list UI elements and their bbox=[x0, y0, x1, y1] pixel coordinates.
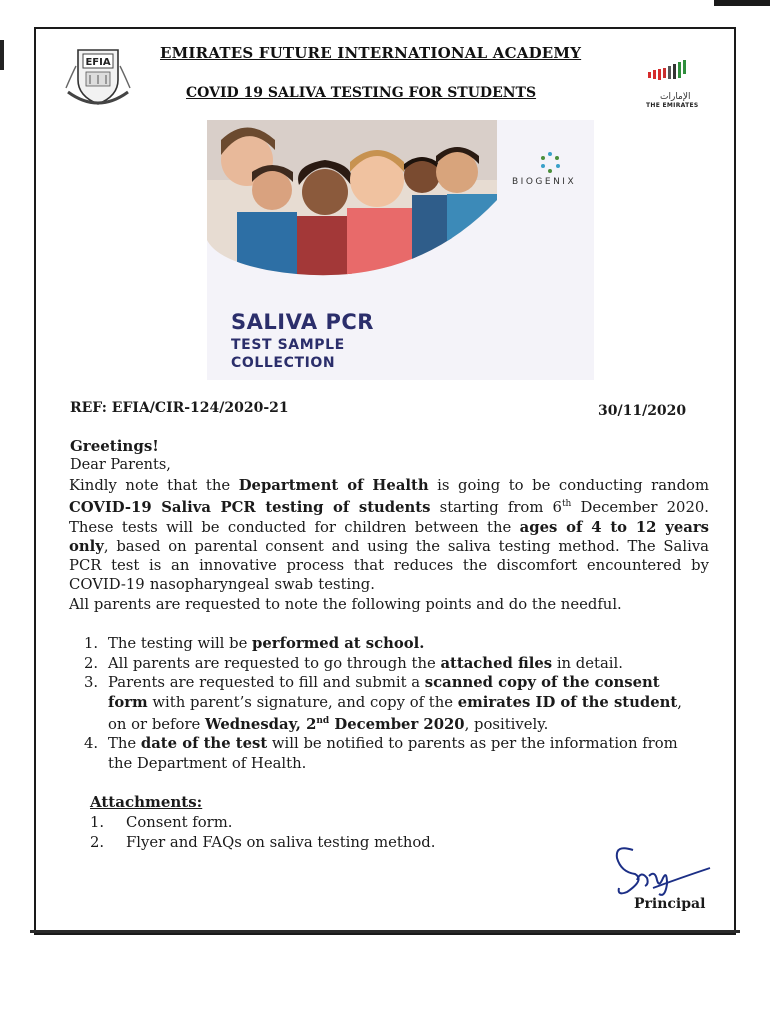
emirates-logo-arabic: الإمارات bbox=[660, 92, 691, 102]
school-name: EMIRATES FUTURE INTERNATIONAL ACADEMY bbox=[160, 44, 582, 62]
scan-corner-mark bbox=[714, 0, 770, 6]
biogenix-logo-icon bbox=[537, 150, 563, 176]
the-emirates-logo bbox=[646, 58, 694, 86]
saliva-pcr-flyer bbox=[207, 120, 594, 380]
flyer-heading: SALIVA PCR bbox=[231, 310, 374, 334]
letter-date: 30/11/2020 bbox=[598, 403, 687, 419]
salutation: Dear Parents, bbox=[70, 457, 171, 473]
bottom-rule bbox=[30, 930, 740, 933]
attachments-heading: Attachments: bbox=[90, 793, 203, 811]
list-item: 1. The testing will be performed at school. bbox=[84, 635, 425, 652]
list-item: 4. The date of the test will be notified to parents as per the information from the Department of Health. bbox=[84, 735, 678, 772]
body-paragraph: Kindly note that the Department of Health is going to be conducting random COVID-19 Saliva PCR testing of students starting from 6th December 2020. These tests will be conducted for children between the ages of 4 to 12 years only, based on parental consent and using the saliva testing method. The Saliva PCR test is an innovative process that reduces the discomfort encountered by COVID-19 nasopharyngeal swab testing. bbox=[69, 477, 709, 594]
emirates-logo-english: THE EMIRATES bbox=[646, 102, 699, 109]
biogenix-brand: BIOGENIX bbox=[512, 177, 577, 187]
greeting: Greetings! bbox=[70, 437, 159, 455]
scan-edge-mark bbox=[0, 40, 4, 70]
signatory-title: Principal bbox=[634, 896, 706, 912]
logo-text: EFIA bbox=[85, 57, 111, 68]
list-item: 2. All parents are requested to go through the attached files in detail. bbox=[84, 654, 623, 672]
flyer-line-1: TEST SAMPLE bbox=[231, 337, 345, 353]
school-crest-logo bbox=[64, 44, 132, 114]
letter-subject: COVID 19 SALIVA TESTING FOR STUDENTS bbox=[186, 85, 537, 101]
instructions-intro: All parents are requested to note the following points and do the needful. bbox=[69, 596, 622, 613]
attachments-list bbox=[90, 813, 435, 852]
points-list bbox=[84, 634, 704, 773]
flyer-line-2: COLLECTION bbox=[231, 355, 336, 371]
attachment-item: 1. Consent form. bbox=[90, 814, 233, 831]
reference-number: REF: EFIA/CIR-124/2020-21 bbox=[70, 400, 289, 416]
attachment-item: 2. Flyer and FAQs on saliva testing method. bbox=[90, 833, 436, 851]
children-group-photo bbox=[207, 120, 497, 290]
list-item: 3. Parents are requested to fill and submit a scanned copy of the consent form with parent’s signature, and copy of the emirates ID of the student, on or before Wednesday, 2nd December 2020, positively. bbox=[84, 674, 682, 733]
